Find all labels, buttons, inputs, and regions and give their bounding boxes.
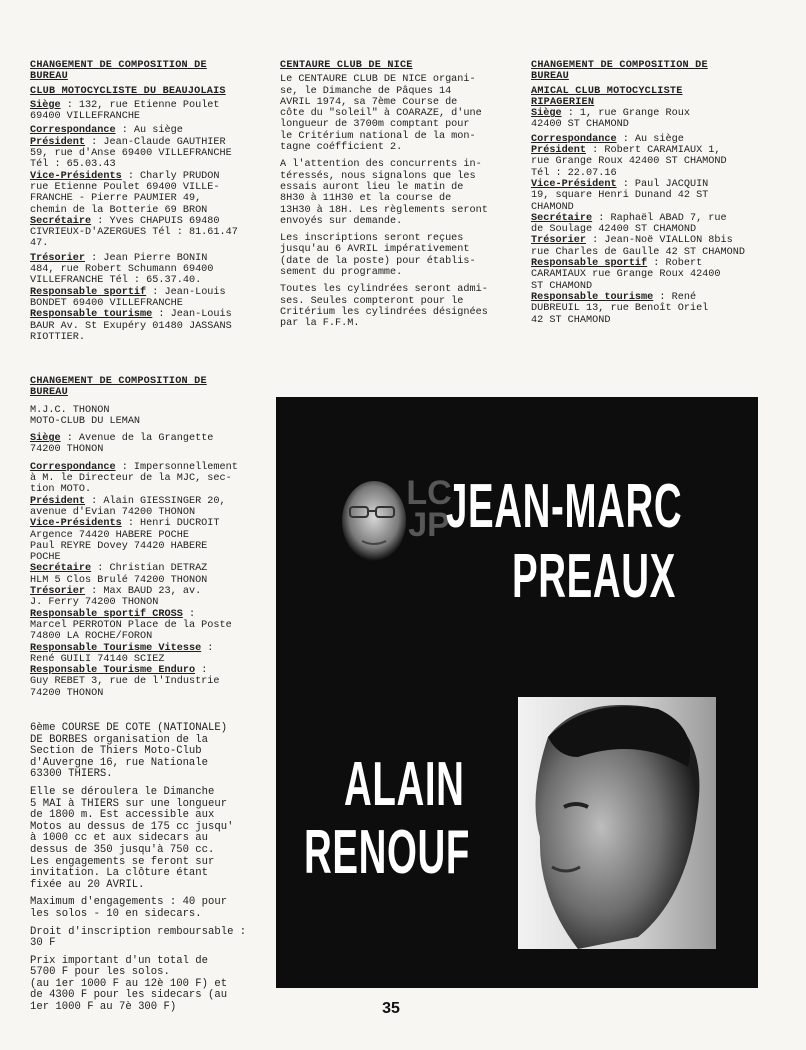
correspondance-entry: Correspondance : Au siège [30, 125, 183, 137]
paragraph-4: Droit d'inscription remboursable : 30 F [30, 925, 247, 950]
paragraph-3: Les inscriptions seront reçues jusqu'au 6 AVRIL impérativement (date de la poste) pour établis- sement du programme. [280, 233, 476, 279]
paragraph-5: Prix important d'un total de 5700 F pour les solos. (au 1er 1000 F au 12è 100 F) et de 4300 F pour les sidecars (au 1er 1000 F au 7è 300 F) [30, 954, 228, 1014]
rider-name-2-last: RENOUF [304, 818, 471, 887]
paragraph-1: 6ème COURSE DE COTE (NATIONALE) DE BORBES organisation de la Section de Thiers Moto-Club d'Auvergne 16, rue Nationale 63300 THIERS. [30, 722, 228, 781]
president-entry: Président : Alain GIESSINGER 20, avenue d'Evian 74200 THONON [30, 495, 226, 518]
article-ripagerien [531, 60, 753, 326]
club-name: M.J.C. THONON MOTO-CLUB DU LEMAN [30, 404, 141, 427]
heading: CENTAURE CLUB DE NICE [280, 60, 413, 71]
responsable-tourisme-enduro-entry: Responsable Tourisme Enduro : Guy REBET 3, rue de l'Industrie 74200 THONON [30, 665, 220, 699]
correspondance-entry: Correspondance : Au siège [531, 133, 684, 145]
responsable-sportif-entry: Responsable sportif : Jean-Louis BONDET 69400 VILLEFRANCHE [30, 286, 226, 309]
vice-presidents-entry: Vice-Présidents : Charly PRUDON rue Etienne Poulet 69400 VILLE- FRANCHE - Pierre PAUMIER 49, chemin de la Botterie 69 BRON [30, 170, 220, 216]
paragraph-3: Maximum d'engagements : 40 pour les solos - 10 en sidecars. [30, 896, 228, 920]
responsable-sportif-entry: Responsable sportif : Robert CARAMIAUX rue Grange Roux 42400 ST CHAMOND [531, 258, 721, 292]
president-entry: Président : Jean-Claude GAUTHIER 59, rue d'Anse 69400 VILLEFRANCHE Tél : 65.03.43 [30, 136, 232, 171]
responsable-tourisme-entry: Responsable tourisme : Jean-Louis BAUR Av. St Exupéry 01480 JASSANS RIOTTIER. [30, 309, 232, 343]
article-moto-club-leman [30, 376, 252, 699]
portrait-photo-renouf [518, 697, 716, 949]
vice-president-entry: Vice-Président : Paul JACQUIN 19, square Henri Dunand 42 ST CHAMOND [531, 178, 709, 213]
heading: CHANGEMENT DE COMPOSITION DE BUREAU [30, 376, 207, 399]
correspondance-entry: Correspondance : Impersonnellement à M. le Directeur de la MJC, sec- tion MOTO. [30, 461, 238, 496]
secretaire-entry: Secrétaire : Yves CHAPUIS 69480 CIVRIEUX-D'AZERGUES Tél : 81.61.47 47. [30, 215, 238, 250]
siege-entry: Siège : 132, rue Etienne Poulet 69400 VILLEFRANCHE [30, 99, 220, 123]
article-centaure-nice [280, 60, 502, 336]
heading: CHANGEMENT DE COMPOSITION DE BUREAU [531, 60, 708, 83]
secretaire-entry: Secrétaire : Raphaël ABAD 7, rue de Soulage 42400 ST CHAMOND [531, 212, 727, 236]
tresorier-entry: Trésorier : Max BAUD 23, av. J. Ferry 74200 THONON [30, 586, 202, 609]
vice-presidents-entry: Vice-Présidents : Henri DUCROIT Argence 74420 HABERE POCHE Paul REYRE Dovey 74420 HABERE POCHE [30, 518, 220, 564]
responsable-sportif-cross-entry: Responsable sportif CROSS : Marcel PERROTON Place de la Poste 74800 LA ROCHE/FORON [30, 608, 232, 643]
responsable-tourisme-vitesse-entry: Responsable Tourisme Vitesse : René GUILI 74140 SCIEZ [30, 642, 214, 665]
club-name: CLUB MOTOCYCLISTE DU BEAUJOLAIS [30, 85, 226, 97]
tresorier-entry: Trésorier : Jean Pierre BONIN 484, rue Robert Schumann 69400 VILLEFRANCHE Tél : 65.37.40. [30, 252, 214, 287]
rider-name-2-first: ALAIN [344, 750, 465, 819]
heading: CHANGEMENT DE COMPOSITION DE BUREAU [30, 60, 207, 83]
siege-entry: Siège : Avenue de la Grangette 74200 THONON [30, 433, 214, 456]
secretaire-entry: Secrétaire : Christian DETRAZ HLM 5 Clos Brulé 74200 THONON [30, 563, 208, 586]
watermark-logo: LC JP [406, 474, 452, 544]
president-entry: Président : Robert CARAMIAUX 1, rue Grange Roux 42400 ST CHAMOND Tél : 22.07.16 [531, 145, 727, 179]
rider-name-1-first: JEAN-MARC [446, 472, 683, 541]
page-number: 35 [382, 1000, 400, 1017]
paragraph-2: Elle se déroulera le Dimanche 5 MAI à THIERS sur une longueur de 1800 m. Est accessible aux Motos au dessus de 175 cc jusqu' à 1000 cc et aux sidecars au dessus de 350 jusqu'à 750 cc. Les engagements se feront sur invitation. La clôture étant fixée au 20 AVRIL. [30, 785, 234, 891]
tresorier-entry: Trésorier : Jean-Noë VIALLON 8bis rue Charles de Gaulle 42 ST CHAMOND [531, 235, 745, 258]
paragraph-2: A l'attention des concurrents in- téressés, nous signalons que les essais auront lieu le matin de 8H30 à 11H30 et la course de 13H30 à 18H. Les règlements seront envoyés sur demande. [280, 159, 488, 227]
siege-entry: Siège : 1, rue Grange Roux 42400 ST CHAMOND [531, 108, 690, 131]
rider-name-1-last: PREAUX [512, 542, 676, 611]
paragraph-4: Toutes les cylindrées seront admi- ses. Seules compteront pour le Critérium les cylindrées désignées par la F.F.M. [280, 284, 488, 330]
paragraph-1: Le CENTAURE CLUB DE NICE organi- se, le Dimanche de Pâques 14 AVRIL 1974, sa 7ème Course de côte du "soleil" à COARAZE, d'une longueur de 3700m comptant pour le Critérium national de la mon- tagne coéfficient 2. [280, 74, 482, 154]
club-name: AMICAL CLUB MOTOCYCLISTE RIPAGERIEN [531, 85, 683, 108]
rider-poster [276, 397, 758, 988]
responsable-tourisme-entry: Responsable tourisme : René DUBREUIL 13, rue Benoît Oriel 42 ST CHAMOND [531, 291, 709, 326]
article-beaujolais [30, 60, 252, 343]
article-course-borbes [30, 723, 252, 1020]
